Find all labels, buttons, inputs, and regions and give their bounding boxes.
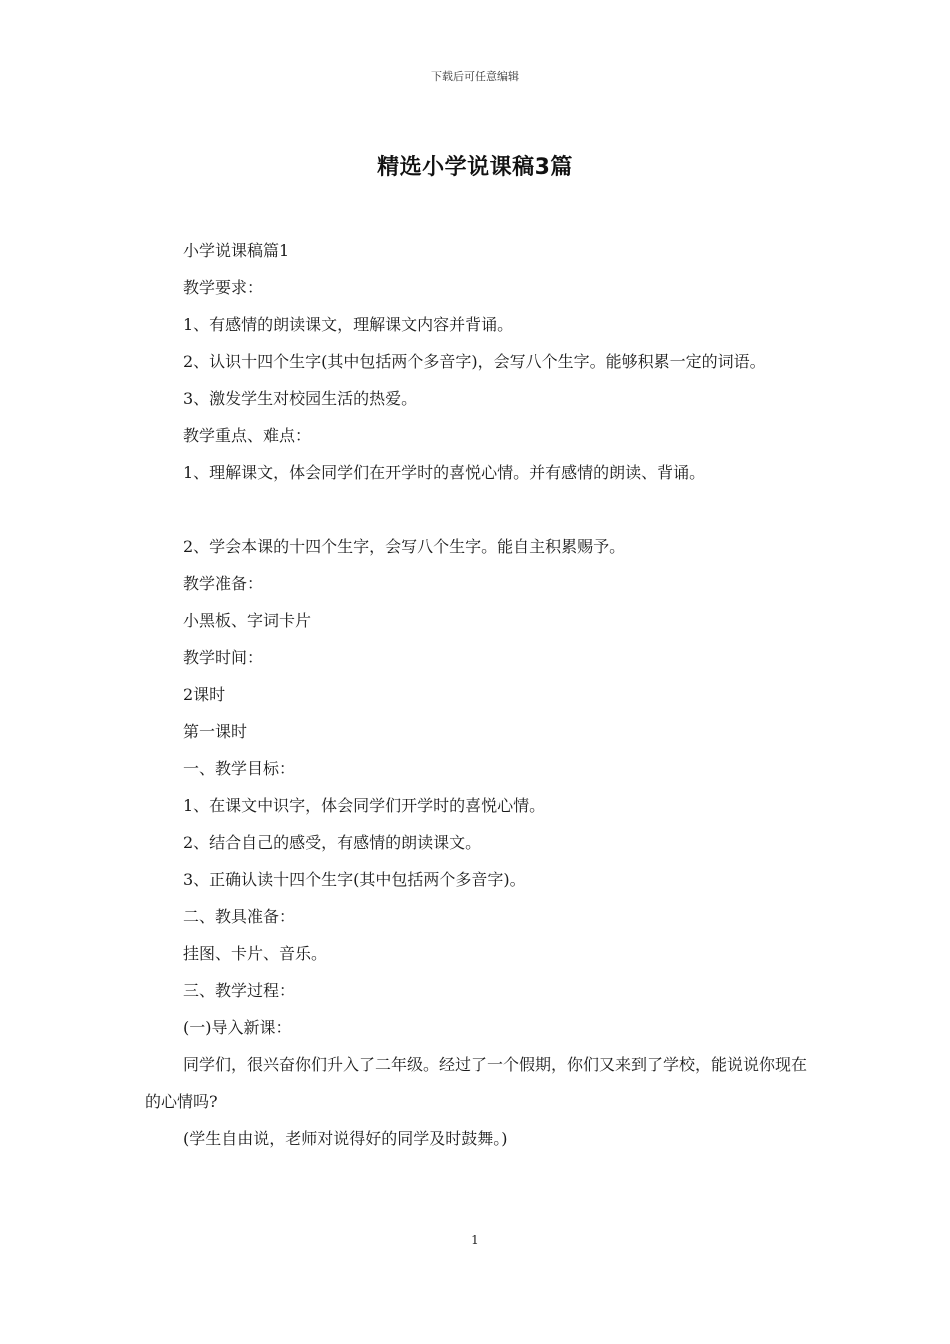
paragraph: 挂图、卡片、音乐。 — [183, 944, 328, 963]
paragraph: 2、学会本课的十四个生字，会写八个生字。能自主积累赐予。 — [183, 537, 626, 556]
paragraph: 教学要求： — [183, 278, 264, 297]
paragraph: 三、教学过程： — [183, 981, 296, 1000]
paragraph: (学生自由说，老师对说得好的同学及时鼓舞。) — [183, 1129, 508, 1148]
paragraph: 3、激发学生对校园生活的热爱。 — [183, 389, 418, 408]
paragraph: 小黑板、字词卡片 — [183, 611, 312, 630]
document-title: 精选小学说课稿3篇 — [377, 155, 573, 180]
blank-line — [145, 491, 810, 528]
page-number: 1 — [471, 1233, 479, 1247]
paragraph: 2课时 — [183, 685, 226, 704]
section-heading: 小学说课稿篇1 — [183, 241, 290, 260]
paragraph: 2、结合自己的感受，有感情的朗读课文。 — [183, 833, 482, 852]
paragraph: (一)导入新课： — [183, 1018, 292, 1037]
paragraph: 1、在课文中识字，体会同学们开学时的喜悦心情。 — [183, 796, 546, 815]
paragraph: 2、认识十四个生字(其中包括两个多音字)，会写八个生字。能够积累一定的词语。 — [183, 352, 766, 371]
header-note: 下载后可任意编辑 — [431, 70, 519, 83]
paragraph: 同学们，很兴奋你们升入了二年级。经过了一个假期，你们又来到了学校，能说说你现在的心情吗? — [145, 1055, 808, 1111]
document-body — [145, 232, 810, 1157]
paragraph: 3、正确认读十四个生字(其中包括两个多音字)。 — [183, 870, 526, 889]
paragraph: 教学时间： — [183, 648, 264, 667]
paragraph: 1、有感情的朗读课文，理解课文内容并背诵。 — [183, 315, 514, 334]
paragraph: 教学重点、难点： — [183, 426, 312, 445]
paragraph: 一、教学目标： — [183, 759, 296, 778]
paragraph: 第一课时 — [183, 722, 248, 741]
paragraph: 1、理解课文，体会同学们在开学时的喜悦心情。并有感情的朗读、背诵。 — [183, 463, 706, 482]
paragraph: 教学准备： — [183, 574, 264, 593]
paragraph: 二、教具准备： — [183, 907, 296, 926]
